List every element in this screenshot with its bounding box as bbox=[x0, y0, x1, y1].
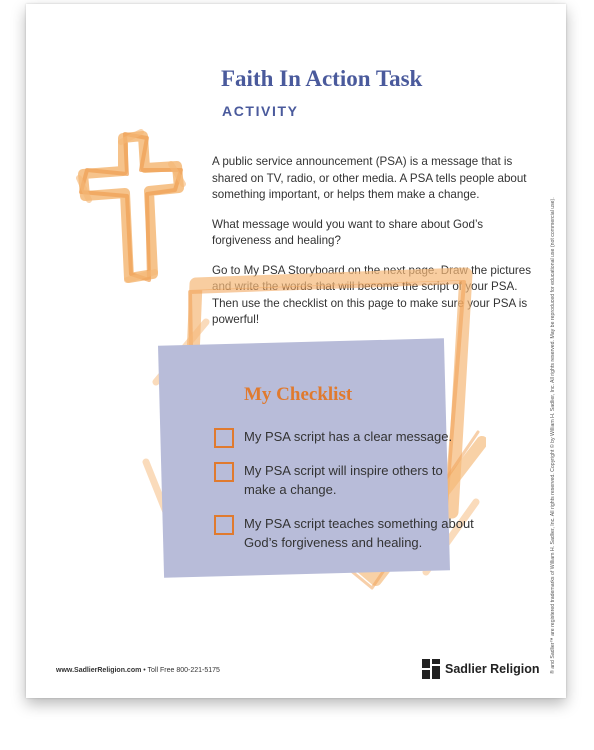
intro-paragraph: Go to My PSA Storyboard on the next page. Draw the pictures and write the words that will become the script of your PSA. Then use the checklist on this page to make sure your PSA is powerful! bbox=[212, 263, 531, 326]
toll-free-number: Toll Free 800-221-5175 bbox=[147, 667, 220, 674]
footer-separator: • bbox=[143, 667, 146, 674]
footer-contact bbox=[56, 667, 220, 674]
sadlier-logo-icon bbox=[422, 659, 440, 679]
website-link[interactable]: www.SadlierReligion.com bbox=[56, 667, 142, 674]
checklist-item bbox=[214, 461, 474, 499]
intro-paragraph: What message would you want to share about God’s forgiveness and healing? bbox=[212, 217, 484, 247]
checklist-item-label: My PSA script teaches something about God’s forgiveness and healing. bbox=[244, 516, 474, 550]
brand-name: Sadlier Religion bbox=[445, 662, 540, 676]
checklist-item bbox=[214, 427, 474, 448]
checklist-item bbox=[214, 514, 474, 552]
checklist-item-label: My PSA script has a clear message. bbox=[244, 429, 453, 444]
worksheet-page bbox=[26, 4, 566, 698]
checklist-title: My Checklist bbox=[244, 384, 353, 405]
checkbox[interactable] bbox=[214, 462, 234, 482]
checkbox[interactable] bbox=[214, 428, 234, 448]
intro-paragraph: A public service announcement (PSA) is a message that is shared on TV, radio, or other media. A PSA tells people about something important, or helps them make a change. bbox=[212, 155, 527, 201]
checkbox[interactable] bbox=[214, 515, 234, 535]
page-subtitle: ACTIVITY bbox=[222, 103, 299, 119]
copyright-notice: ® and Sadlier™ are registered trademarks of William H. Sadlier, Inc. All rights reserved. Copyright © by William H. Sadlier, Inc. All rights reserved. May be reproduced for educational use (not commercial use). bbox=[550, 197, 556, 674]
brand-logo bbox=[422, 659, 539, 679]
checklist-item-label: My PSA script will inspire others to make a change. bbox=[244, 463, 443, 497]
page-title: Faith In Action Task bbox=[221, 66, 423, 91]
